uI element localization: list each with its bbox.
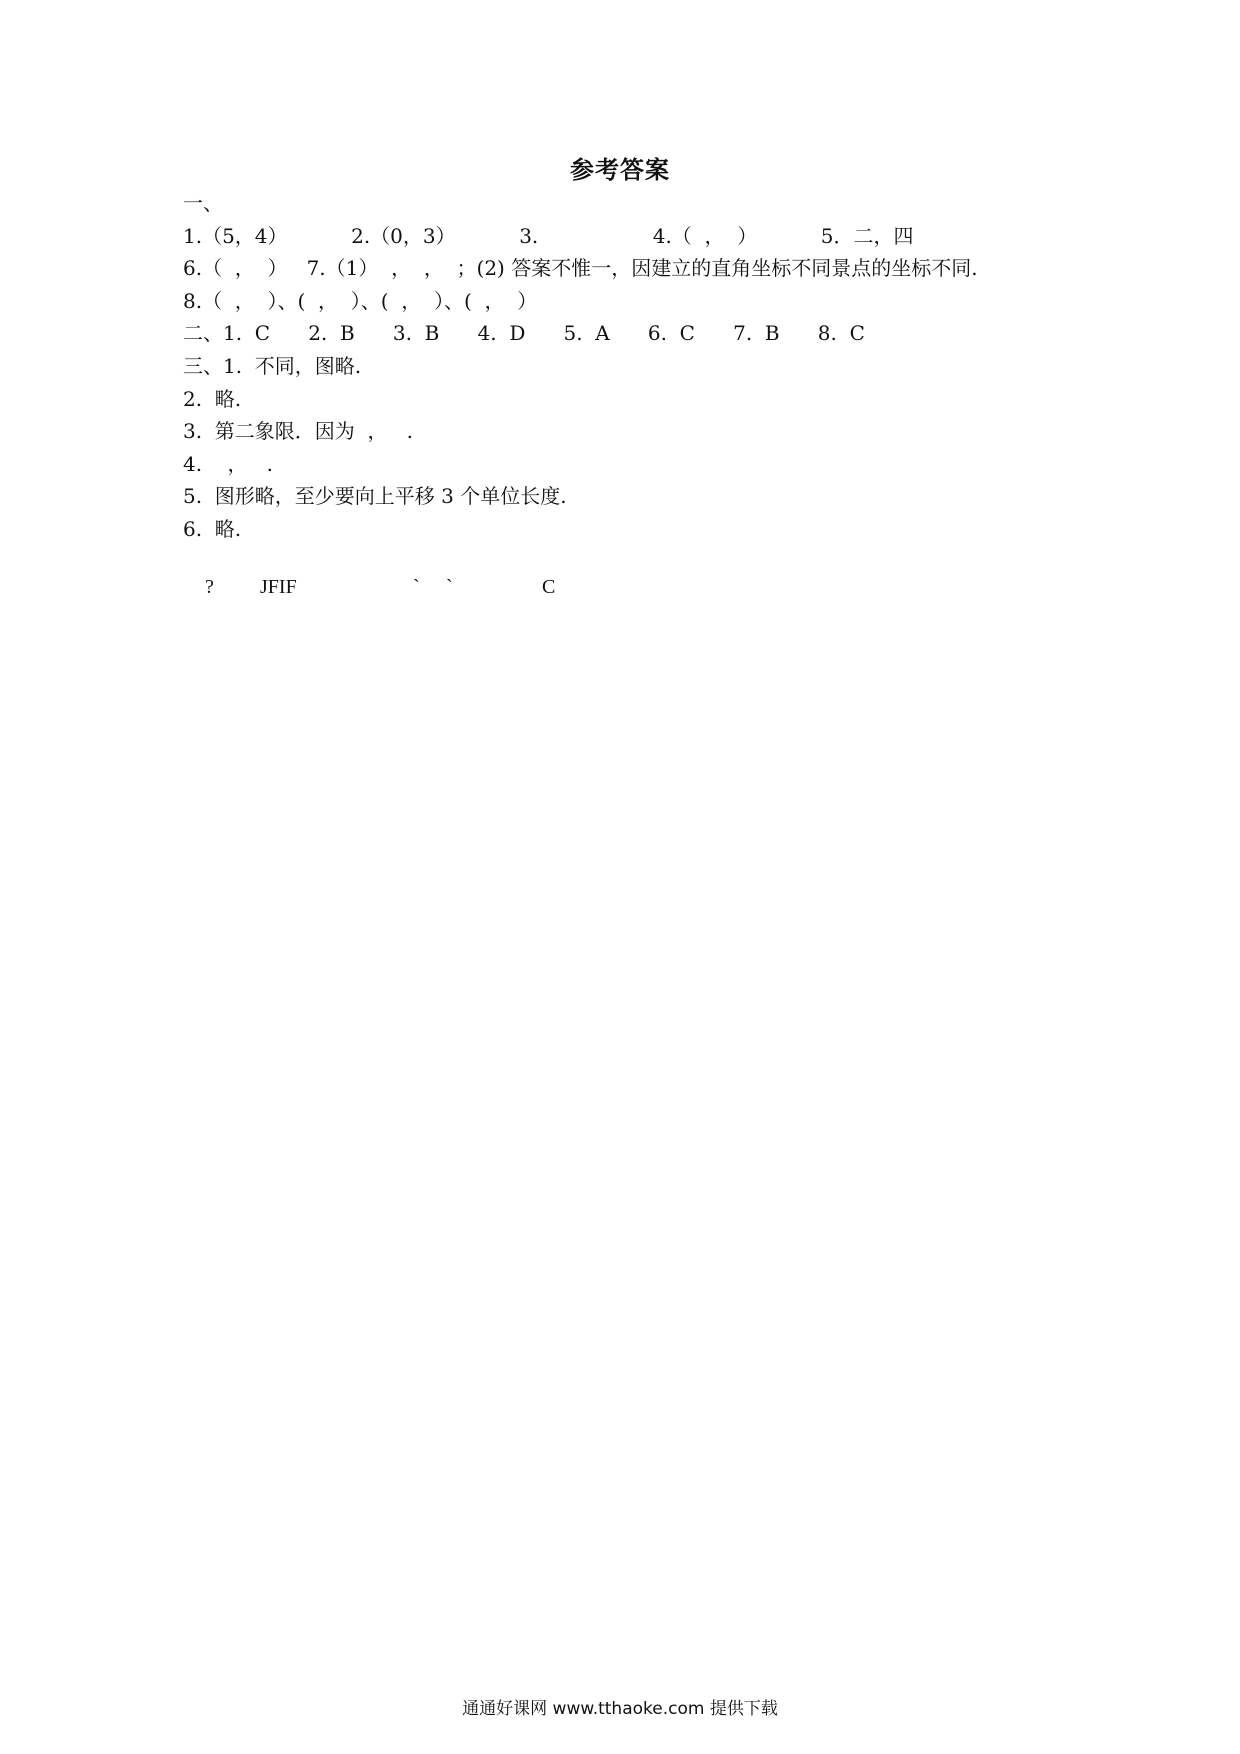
section-3-answer-1: 三、1. 不同，图略.	[183, 353, 362, 378]
section-3-answer-6: 6. 略.	[183, 516, 242, 541]
answer-list	[183, 187, 1083, 546]
section-3-answer-5: 5. 图形略，至少要向上平移 3 个单位长度.	[183, 484, 567, 509]
stray-mark: `	[413, 576, 420, 598]
stray-characters-row	[0, 576, 1240, 606]
stray-mark: `	[446, 576, 453, 598]
answer-line-3: 8.（ ， ）、( ， ）、( ， ）、( ， ）	[183, 288, 538, 313]
answer-line-1: 1.（5，4） 2.（0，3） 3. 4.（ ， ） 5．二，四	[183, 223, 914, 248]
answer-line-2: 6.（ ， ） 7.（1） ， ， ；(2) 答案不惟一，因建立的直角坐标不同景点的坐标不同.	[183, 256, 978, 281]
stray-mark: ?	[205, 576, 214, 598]
stray-mark: C	[542, 576, 556, 598]
section-3-answer-2: 2. 略.	[183, 386, 242, 411]
footer-credit: 通通好课网 www.tthaoke.com 提供下载	[462, 1699, 778, 1719]
section-2-answers: 二、1. C 2. B 3. B 4. D 5. A 6. C 7. B 8. C	[183, 321, 865, 346]
document-title: 参考答案	[570, 155, 670, 184]
section-1-heading: 一、	[183, 191, 223, 215]
section-3-answer-4: 4. ， .	[183, 451, 273, 476]
stray-mark: JFIF	[260, 576, 297, 598]
section-3-answer-3: 3. 第二象限．因为 ， .	[183, 419, 413, 444]
